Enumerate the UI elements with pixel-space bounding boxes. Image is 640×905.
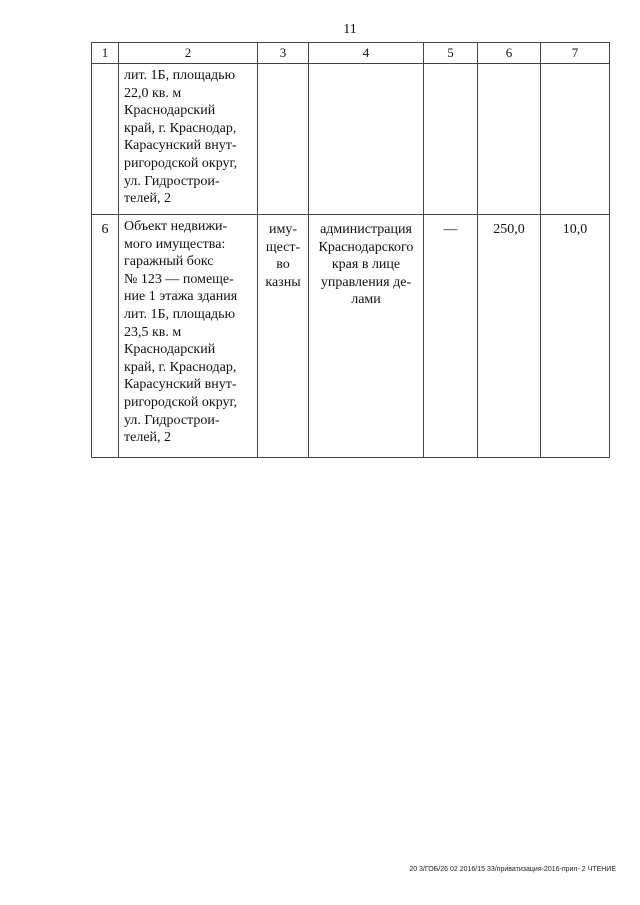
privatization-table bbox=[91, 42, 610, 458]
holder-cell bbox=[309, 64, 424, 215]
text-line: Карасунский внут- bbox=[124, 377, 237, 393]
header-cell-1: 1 bbox=[92, 43, 119, 64]
ownership-type-cell bbox=[258, 215, 309, 458]
text-line: Краснодарский bbox=[124, 342, 216, 358]
text-line: управления де- bbox=[320, 274, 412, 290]
text-line: Краснодарский bbox=[124, 103, 216, 119]
text-line: щест- bbox=[265, 239, 301, 255]
table-header-row bbox=[92, 43, 610, 64]
table-row-6 bbox=[92, 215, 610, 458]
text-line: № 123 — помеще- bbox=[124, 271, 234, 287]
text-line: 22,0 кв. м bbox=[124, 85, 182, 101]
text-line: ние 1 этажа здания bbox=[124, 289, 238, 305]
text-line: края в лице bbox=[331, 257, 401, 273]
holder-cell bbox=[309, 215, 424, 458]
row-number-cell bbox=[92, 64, 119, 215]
text-line: край, г. Краснодар, bbox=[124, 120, 237, 136]
page-number: 11 bbox=[343, 22, 357, 37]
text-line: ул. Гидрострои- bbox=[124, 412, 220, 428]
col6-cell bbox=[478, 64, 541, 215]
text-line: лами bbox=[351, 292, 381, 308]
object-name-cell bbox=[119, 215, 258, 458]
header-cell-2: 2 bbox=[119, 43, 258, 64]
col5-cell bbox=[424, 64, 478, 215]
text-line: казны bbox=[265, 274, 301, 290]
header-cell-4: 4 bbox=[309, 43, 424, 64]
col7-cell bbox=[541, 64, 610, 215]
text-line: ригородской округ, bbox=[124, 394, 238, 410]
text-line: ригородской округ, bbox=[124, 155, 238, 171]
col7-cell: 10,0 bbox=[541, 215, 610, 458]
text-line: ул. Гидрострои- bbox=[124, 173, 220, 189]
text-line: гаражный бокс bbox=[124, 254, 214, 270]
col6-cell: 250,0 bbox=[478, 215, 541, 458]
header-cell-3: 3 bbox=[258, 43, 309, 64]
text-line: мого имущества: bbox=[124, 236, 226, 252]
text-line: администрация bbox=[320, 222, 412, 237]
col5-cell: — bbox=[424, 215, 478, 458]
text-line: во bbox=[276, 257, 290, 273]
text-line: лит. 1Б, площадью bbox=[124, 306, 236, 322]
text-line: Краснодарского bbox=[318, 239, 414, 255]
text-line: 23,5 кв. м bbox=[124, 324, 182, 340]
row-number-cell: 6 bbox=[92, 215, 119, 458]
text-line: Карасунский внут- bbox=[124, 138, 237, 154]
text-line: иму- bbox=[268, 222, 297, 237]
header-cell-5: 5 bbox=[424, 43, 478, 64]
text-line: телей, 2 bbox=[124, 430, 172, 446]
ownership-type-cell bbox=[258, 64, 309, 215]
text-line: Объект недвижи- bbox=[124, 219, 228, 234]
document-footer: 20 3/ГОБ/26 02 2016/15 33/приватизация-2016-прил- 2 ЧТЕНИЕ bbox=[409, 866, 616, 873]
object-name-cell bbox=[119, 64, 258, 215]
header-cell-6: 6 bbox=[478, 43, 541, 64]
text-line: телей, 2 bbox=[124, 191, 172, 207]
text-line: лит. 1Б, площадью bbox=[124, 68, 236, 83]
text-line: край, г. Краснодар, bbox=[124, 359, 237, 375]
header-cell-7: 7 bbox=[541, 43, 610, 64]
table-row-continued bbox=[92, 64, 610, 215]
